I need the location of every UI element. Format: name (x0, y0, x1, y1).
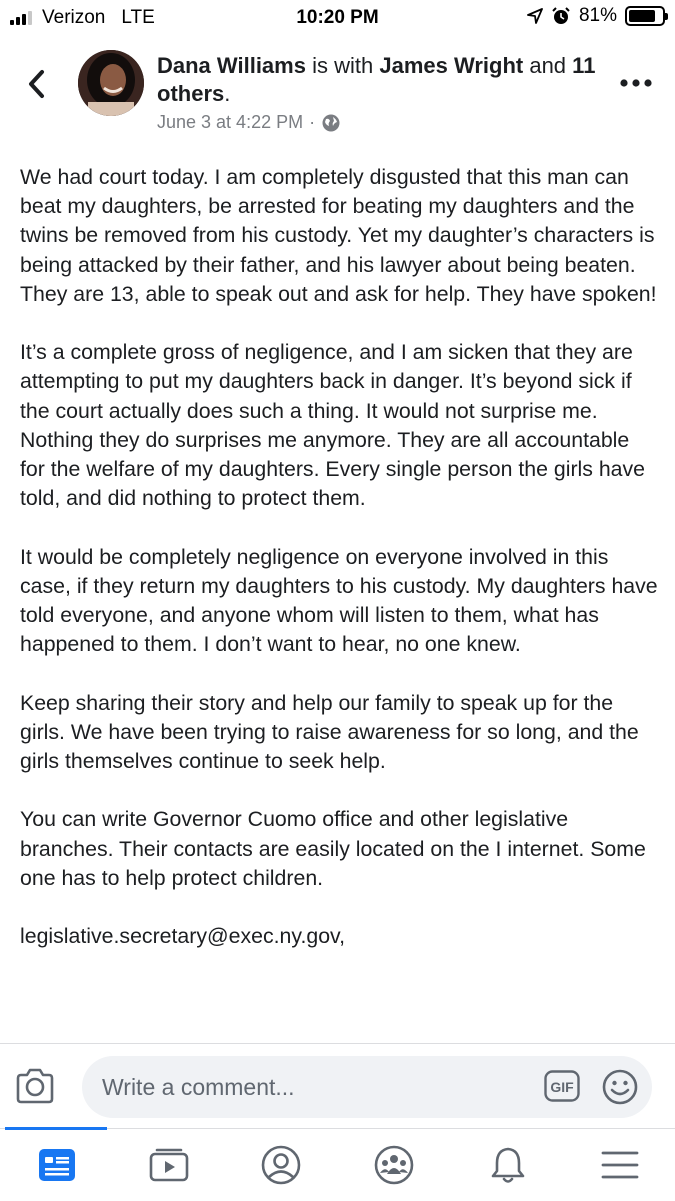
profile-icon (260, 1144, 302, 1186)
post-paragraph: It’s a complete gross of negligence, and I am sicken that they are attempting to put my daughters back in danger. It’s beyond sick if the court actually does such a thing. It would not surprise me. Nothing they do surprises me anymore. They are all accountable for the welfare of my daughters. Every single person the girls have told, and did nothing to protect them. (20, 340, 646, 511)
carrier-label: Verizon (42, 7, 106, 28)
gif-label: GIF (550, 1079, 574, 1095)
comment-field[interactable] (82, 1056, 652, 1118)
location-arrow-icon (527, 8, 543, 24)
active-tab-indicator (5, 1127, 107, 1130)
comment-input[interactable] (102, 1056, 502, 1118)
profile-photo (78, 50, 144, 116)
tagged-person[interactable]: James Wright (379, 53, 524, 78)
author-line: Dana Williams is with James Wright and 11 others. (157, 53, 596, 106)
video-icon (148, 1147, 190, 1183)
comment-bar (0, 1043, 675, 1129)
status-right (527, 5, 665, 27)
status-bar (0, 0, 675, 36)
author-name[interactable]: Dana Williams (157, 53, 306, 78)
network-label: LTE (121, 7, 155, 28)
tab-watch[interactable] (145, 1143, 193, 1187)
clock: 10:20 PM (296, 7, 379, 28)
tab-groups[interactable] (370, 1143, 418, 1187)
tab-profile[interactable] (257, 1143, 305, 1187)
meta-separator: · (309, 112, 316, 132)
post-meta (157, 112, 341, 133)
post-paragraph: Keep sharing their story and help our family to speak up for the girls. We have been trying to raise awareness for so long, and the girls themselves continue to seek help. (20, 690, 639, 774)
menu-icon (600, 1148, 640, 1182)
back-button[interactable] (22, 64, 54, 104)
tab-notifications[interactable] (484, 1143, 532, 1187)
with-text: is with (312, 53, 374, 78)
bell-icon (488, 1144, 528, 1186)
avatar[interactable] (78, 50, 144, 116)
and-text: and (529, 53, 567, 78)
timestamp[interactable]: June 3 at 4:22 PM (157, 112, 304, 132)
emoji-button[interactable] (601, 1068, 639, 1106)
groups-icon (373, 1144, 415, 1186)
battery-icon (625, 6, 665, 26)
bottom-tab-bar (0, 1128, 675, 1201)
globe-icon[interactable] (321, 113, 341, 133)
post-header (0, 44, 675, 144)
battery-percent: 81% (578, 5, 617, 26)
camera-button[interactable] (14, 1066, 56, 1106)
post-paragraph: It would be completely negligence on everyone involved in this case, if they return my daughters to his custody. My daughters have told everyone, and anyone whom will listen to them, what has happened to them. I don’t want to hear, no one knew. (20, 544, 658, 657)
alarm-clock-icon (551, 6, 571, 26)
feed-icon (37, 1147, 77, 1183)
tagged-others[interactable]: 11 others (157, 53, 596, 106)
post-paragraph: You can write Governor Cuomo office and other legislative branches. Their contacts are easily located on the I internet. Some one has to help protect children. (20, 807, 646, 890)
post-paragraph: We had court today. I am completely disgusted that this man can beat my daughters, be arrested for beating my daughters and the twins be removed from his custody. Yet my daughter’s characters is being attacked by their father, and his lawyer about being beaten. They are 13, able to speak out and ask for help. They have spoken! (20, 165, 657, 306)
post-text (20, 163, 660, 981)
more-options-button[interactable] (619, 76, 653, 90)
gif-button[interactable] (544, 1070, 580, 1102)
tab-menu[interactable] (596, 1143, 644, 1187)
post-paragraph: legislative.secretary@exec.ny.gov, (20, 924, 346, 949)
tab-news-feed[interactable] (33, 1143, 81, 1187)
battery-fill (629, 10, 655, 22)
